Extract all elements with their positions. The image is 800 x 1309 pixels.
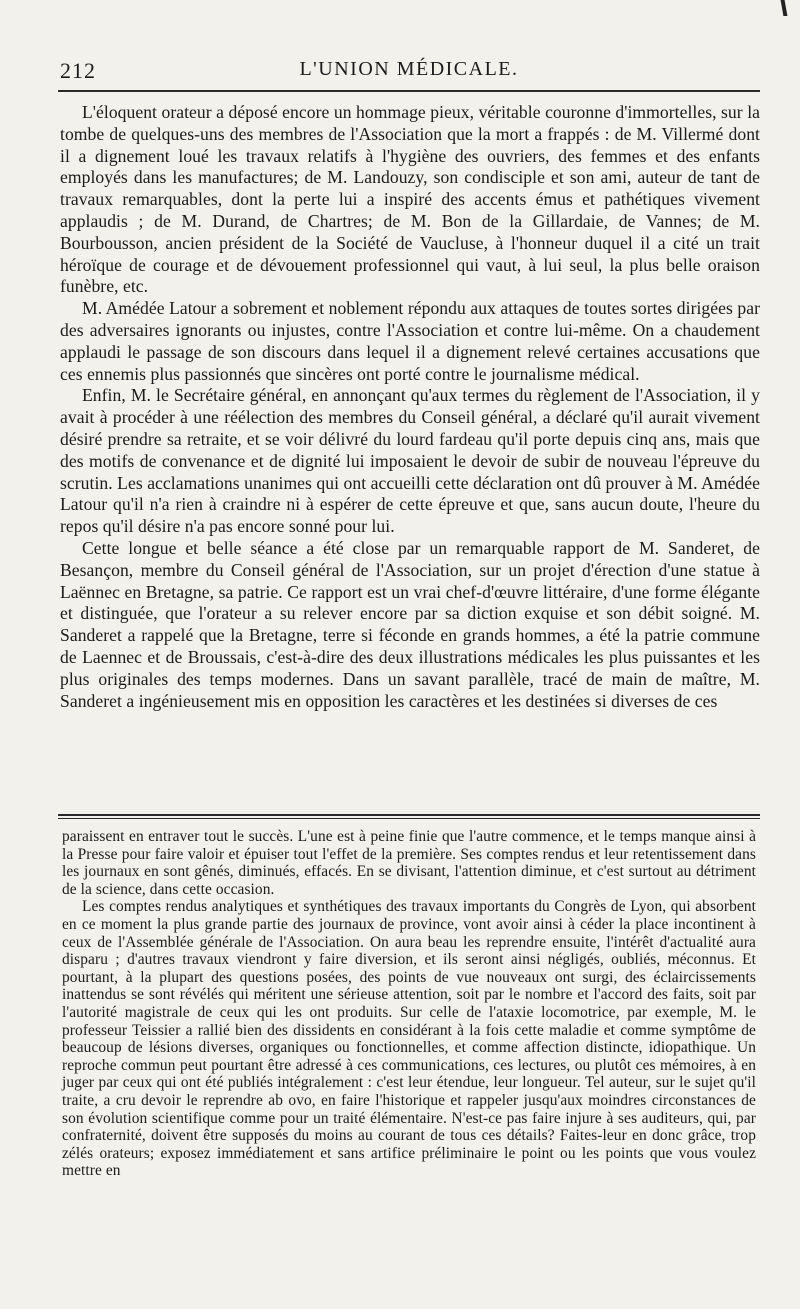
body-paragraph: Enfin, M. le Secrétaire général, en annonçant qu'aux termes du règlement de l'Association, il y avait à procéder à une réélection des membres du Conseil général, a déclaré qu'il aurait vivement désiré prendre sa retraite, et se voir délivré du lourd fardeau qu'il porte depuis cinq ans, mais que des motifs de convenance et de dignité lui imposaient le devoir de subir de nouveau l'épreuve du scrutin. Les acclamations unanimes qui ont accueilli cette déclaration ont dû prouver à M. Amédée Latour qu'il n'a rien à craindre ni à espérer de cette épreuve et que, sans aucun doute, l'heure du repos qu'il désire n'a pas encore sonné pour lui. [60, 385, 760, 537]
footnotes [62, 828, 756, 1180]
body-paragraph: L'éloquent orateur a déposé encore un hommage pieux, véritable couronne d'immortelles, sur la tombe de quelques-uns des membres de l'Association que la mort a frappés : de M. Villermé dont il a dignement loué les travaux relatifs à l'hygiène des ouvriers, des femmes et des enfants employés dans les manufactures; de M. Landouzy, son condisciple et son ami, auteur de tant de travaux remarquables, dont la perte lui a inspiré des accents émus et pathétiques vivement applaudis ; de M. Durand, de Chartres; de M. Bon de la Gillardaie, de Vannes; de M. Bourbousson, ancien président de la Société de Vaucluse, à l'honneur duquel il a cité un trait héroïque de courage et de dévouement professionnel qui vaut, à lui seul, la plus belle oraison funèbre, etc. [60, 102, 760, 297]
main-text [60, 102, 760, 712]
header-rule [58, 90, 760, 92]
page-number: 212 [60, 58, 96, 83]
body-paragraph: Cette longue et belle séance a été close par un remarquable rapport de M. Sanderet, de Besançon, membre du Conseil général de l'Association, sur un projet d'érection d'une statue à Laënnec en Bretagne, sa patrie. Ce rapport est un vrai chef-d'œuvre littéraire, d'une forme élégante et distinguée, que l'orateur a su relever encore par sa diction exquise et son débit soigné. M. Sanderet a rappelé que la Bretagne, terre si féconde en grands hommes, a été la patrie commune de Laennec et de Broussais, c'est-à-dire des deux illustrations médicales les plus puissantes et les plus originales des temps modernes. Dans un savant parallèle, tracé de main de maître, M. Sanderet a ingénieusement mis en opposition les caractères et les destinées si diverses de ces [60, 537, 760, 711]
footnote-paragraph: paraissent en entraver tout le succès. L'une est à peine finie que l'autre commence, et le temps manque ainsi à la Presse pour faire valoir et épuiser tout l'effet de la première. Ses comptes rendus et leur retentissement dans les journaux en sont gênés, diminués, effacés. En se divisant, l'attention diminue, et c'est surtout au détriment de la science, dans cette occasion. [62, 828, 756, 898]
running-title: L'UNION MÉDICALE. [299, 58, 519, 80]
footnote-rule [58, 814, 760, 819]
page-header [60, 54, 758, 84]
footnote-paragraph: Les comptes rendus analytiques et synthétiques des travaux importants du Congrès de Lyon, qui absorbent en ce moment la plus grande partie des journaux de province, vont avoir ainsi à céder la place incontinent à ceux de l'Assemblée générale de l'Association. On aura beau les reprendre ensuite, l'intérêt d'actualité aura disparu ; d'autres travaux viendront y faire diversion, et ils seront ainsi négligés, oubliés, méconnus. Et pourtant, à la plupart des questions posées, des points de vue nouveaux ont surgi, des éclaircissements inattendus se sont révélés qui méritent une sérieuse attention, soit par le nombre et l'accord des faits, soit par l'autorité magistrale de ceux qui les ont produits. Sur celle de l'ataxie locomotrice, par exemple, M. le professeur Teissier a rallié bien des dissidents en considérant à la fois cette maladie et comme symptôme de beaucoup de lésions diverses, organiques ou fonctionnelles, et comme affection distincte, idiopathique. Un reproche commun peut pourtant être adressé à ces communications, ces lectures, ou plutôt ces mémoires, à en juger par ceux qui ont été publiés intégralement : c'est leur étendue, leur longueur. Tel auteur, sur le sujet qu'il traite, a cru devoir le reprendre ab ovo, en faire l'historique et rappeler jusqu'aux moindres circonstances de son évolution scientifique comme pour un traité élémentaire. N'est-ce pas faire injure à ses auditeurs, qui, par confraternité, doivent être supposés du moins au courant de tous ces détails? Faites-leur en donc grâce, trop zélés orateurs; exposez immédiatement et sans artifice préliminaire le point ou les points que vous voulez mettre en [62, 898, 756, 1180]
body-paragraph: M. Amédée Latour a sobrement et noblement répondu aux attaques de toutes sortes dirigées par des adversaires ignorants ou injustes, contre l'Association et contre lui-même. On a chaudement applaudi le passage de son discours dans lequel il a dignement relevé certaines accusations que ces ennemis plus passionnés que sincères ont porté contre le journalisme médical. [60, 298, 760, 384]
margin-mark [781, 0, 796, 16]
